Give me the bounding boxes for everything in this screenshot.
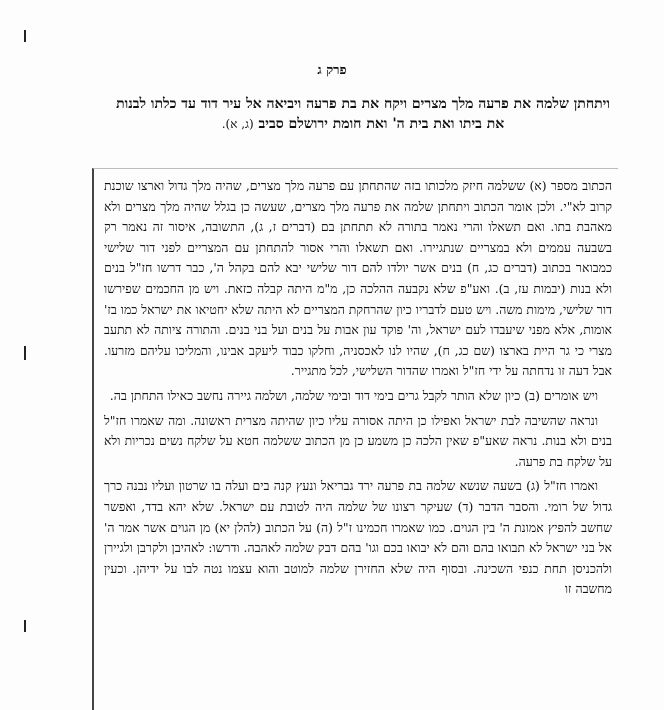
scan-edge-mark-bottom	[24, 620, 26, 632]
verse-heading-text: ויתחתן שלמה את פרעה מלך מצרים ויקח את בת פרעה ויביאה אל עיר דוד עד כלתו לבנות את ביתו ואת בית ה' ואת חומת ירושלם סביב	[116, 96, 610, 132]
paragraph: הכתוב מספר (א) ששלמה חיזק מלכותו בזה שהתחתן עם פרעה מלך מצרים, שהיה מלך גדול וארצו שוכנת קרוב לא"י. ולכן אומר הכתוב ויתחתן שלמה את פרעה מלך מצרים, שעשה כן בגלל שהיה מלך מצרים ולא מאהבת בתו. ואם תשאלו והרי נאמר בתורה לא תתחתן בם (דברים ז, ג), התשובה, איסור זה נאמר רק בשבעה עממים ולא במצריים שנתגיירו. ואם תשאלו והרי אסור להתחתן עם המצריים לפני דור שלישי כמבואר בכתוב (דברים כג, ח) בנים אשר יולדו להם דור שלישי יבא להם בקהל ה', כבר דרשו חז"ל בנים ולא בנות (יבמות עז, ב). ואע"פ שלא נקבעה ההלכה כן, מ"מ היתה קבלה כזאת. ויש מן החכמים שפירשו דור שלישי, מימות משה. ויש טעם לדבריו כיון שהרחקת המצריים לא היתה שלא יחטיאו את ישראל כמו בז' אומות, אלא מפני שיעבדו לעם ישראל, וה' פוקד עון אבות על בנים ועל בני בנים. והתורה ציותה לא תתעב מצרי כי גר היית בארצו (שם כג, ח), שהיו לנו לאכסניה, וחלקו כבוד ליעקב אבינו, והמליכו עליהם מזרעו. אבל דעה זו נדחתה על ידי חז"ל ואמרו שהדור השלישי, לכל מתגייר.	[104, 178, 612, 379]
commentary-body	[104, 176, 612, 604]
paragraph: ויש אומרים (ב) כיון שלא הותר לקבל גרים בימי דוד ובימי שלמה, ושלמה גיירה נחשב כאילו התחתן בה.	[109, 387, 598, 403]
paragraph: ונראה שהשיבה לבת ישראל ואפילו כן היתה אסורה עליו כיון שהיתה מצרית ראשונה. ומה שאמרו חז"ל בנים ולא בנות. נראה שאע"פ שאין הלכה כן משמע כן מן הכתוב ששלמה חטא על שלקח נשים נכריות ולא על שלקח בת פרעה.	[104, 412, 612, 469]
scan-edge-mark-middle	[24, 346, 26, 360]
paragraph: ואמרו חז"ל (ג) בשעה שנשא שלמה בת פרעה ירד גבריאל ונעץ קנה בים ועלה בו שרטון ועליו נבנה כרך גדול של רומי. והסבר הדבר (ד) שעיקר רצונו של שלמה היה לטובת עם ישראל. שלא יהא בדד, ואפשר שחשב להפיץ אמונת ה' בין הגוים. כמו שאמרו חכמינו ז"ל (ה) על הכתוב (להלן יא) מן הגוים אשר אמר ה' אל בני ישראל לא תבואו בהם והם לא יבואו בכם וגו' בהם דבק שלמה לאהבה. ודרשו: לאהיבן ולקרבן ולגיירן ולהכניסן תחת כנפי השכינה. ובסוף היה שלא החזירן שלמה למוטב והוא עצמו נטה לבו על ידיהן. וכעין מחשבה זו	[104, 478, 612, 597]
scan-edge-mark-top	[24, 30, 26, 42]
chapter-title: פרק ג	[317, 63, 347, 78]
verse-heading	[108, 94, 618, 134]
verse-reference: (ג, א).	[221, 117, 254, 131]
